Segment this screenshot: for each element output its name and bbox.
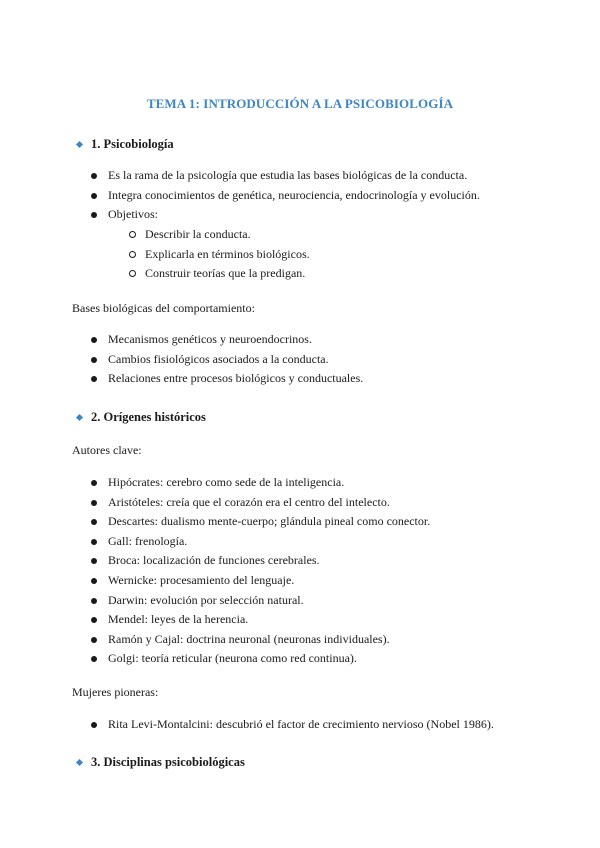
list-item	[0, 715, 600, 735]
women-label: Mujeres pioneras:	[72, 685, 159, 699]
bullet-icon	[91, 637, 97, 643]
bases-list	[0, 330, 600, 389]
list-item	[0, 591, 600, 611]
bullet-icon	[91, 519, 97, 525]
list-item	[0, 205, 600, 225]
list-item	[0, 571, 600, 591]
bullet-icon	[91, 193, 97, 199]
list-item-text: Mecanismos genéticos y neuroendocrinos.	[108, 332, 312, 346]
list-item	[0, 649, 600, 669]
list-item-text: Relaciones entre procesos biológicos y conductuales.	[108, 371, 364, 386]
diamond-bullet-icon	[76, 141, 83, 148]
sublist-item-text: Construir teorías que la predigan.	[145, 266, 306, 281]
bullet-icon	[91, 173, 97, 179]
objectives-sublist	[0, 225, 600, 284]
list-item	[0, 493, 600, 513]
list-item-text: Wernicke: procesamiento del lenguaje.	[108, 572, 295, 587]
section-heading-text: 2. Orígenes históricos	[91, 410, 206, 424]
list-item-text: Darwin: evolución por selección natural.	[108, 592, 304, 607]
sublist-item	[0, 264, 600, 284]
bullet-icon	[91, 539, 97, 545]
list-item	[0, 630, 600, 650]
list-item	[0, 330, 600, 350]
circle-bullet-icon	[129, 231, 136, 238]
sublist-item	[0, 245, 600, 265]
list-item-text: Aristóteles: creía que el corazón era el centro del intelecto.	[108, 494, 390, 509]
section-heading-3	[77, 755, 245, 770]
list-item-text: Rita Levi-Montalcini: descubrió el factor de crecimiento nervioso (Nobel 1986).	[108, 717, 494, 731]
bullet-icon	[91, 337, 97, 343]
list-item	[0, 166, 600, 186]
diamond-bullet-icon	[76, 759, 83, 766]
bullet-icon	[91, 656, 97, 662]
circle-bullet-icon	[129, 251, 136, 258]
list-item	[0, 512, 600, 532]
list-item-text: Golgi: teoría reticular (neurona como red continua).	[108, 651, 357, 666]
list-item-text: Broca: localización de funciones cerebrales.	[108, 553, 320, 568]
list-item	[0, 369, 600, 389]
list-item-text: Descartes: dualismo mente-cuerpo; glándula pineal como conector.	[108, 514, 431, 529]
list-item-text: Mendel: leyes de la herencia.	[108, 612, 249, 627]
section-heading-text: 3. Disciplinas psicobiológicas	[91, 755, 245, 769]
section-heading-1	[77, 137, 174, 152]
bullet-icon	[91, 212, 97, 218]
section-heading-2	[77, 410, 206, 425]
diamond-bullet-icon	[76, 414, 83, 421]
list-item-text: Ramón y Cajal: doctrina neuronal (neuronas individuales).	[108, 631, 390, 646]
bullet-icon	[91, 480, 97, 486]
list-item	[0, 473, 600, 493]
list-item-text: Objetivos:	[108, 207, 158, 222]
bullet-icon	[91, 617, 97, 623]
women-list	[0, 715, 600, 735]
list-item-text: Integra conocimientos de genética, neurociencia, endocrinología y evolución.	[108, 187, 480, 202]
list-item	[0, 551, 600, 571]
bullet-icon	[91, 722, 97, 728]
bullet-icon	[91, 558, 97, 564]
list-item-text: Es la rama de la psicología que estudia las bases biológicas de la conducta.	[108, 168, 468, 182]
sublist-item-text: Explicarla en términos biológicos.	[145, 246, 310, 261]
bullet-icon	[91, 578, 97, 584]
authors-list	[0, 473, 600, 669]
sublist-item	[0, 225, 600, 245]
sublist-item-text: Describir la conducta.	[145, 227, 251, 241]
bases-label: Bases biológicas del comportamiento:	[72, 301, 255, 315]
document-title: TEMA 1: INTRODUCCIÓN A LA PSICOBIOLOGÍA	[146, 96, 454, 111]
list-item	[0, 610, 600, 630]
list-item-text: Hipócrates: cerebro como sede de la inteligencia.	[108, 475, 345, 489]
section-heading-text: 1. Psicobiología	[91, 137, 174, 151]
circle-bullet-icon	[129, 270, 136, 277]
bullet-icon	[91, 500, 97, 506]
list-item-text: Cambios fisiológicos asociados a la conducta.	[108, 351, 329, 366]
authors-label: Autores clave:	[72, 443, 142, 457]
bullet-icon	[91, 376, 97, 382]
list-item	[0, 350, 600, 370]
bullet-icon	[91, 598, 97, 604]
list-item	[0, 186, 600, 206]
list-item-text: Gall: frenología.	[108, 533, 188, 548]
bullet-icon	[91, 357, 97, 363]
list-item	[0, 532, 600, 552]
section1-list	[0, 166, 600, 225]
